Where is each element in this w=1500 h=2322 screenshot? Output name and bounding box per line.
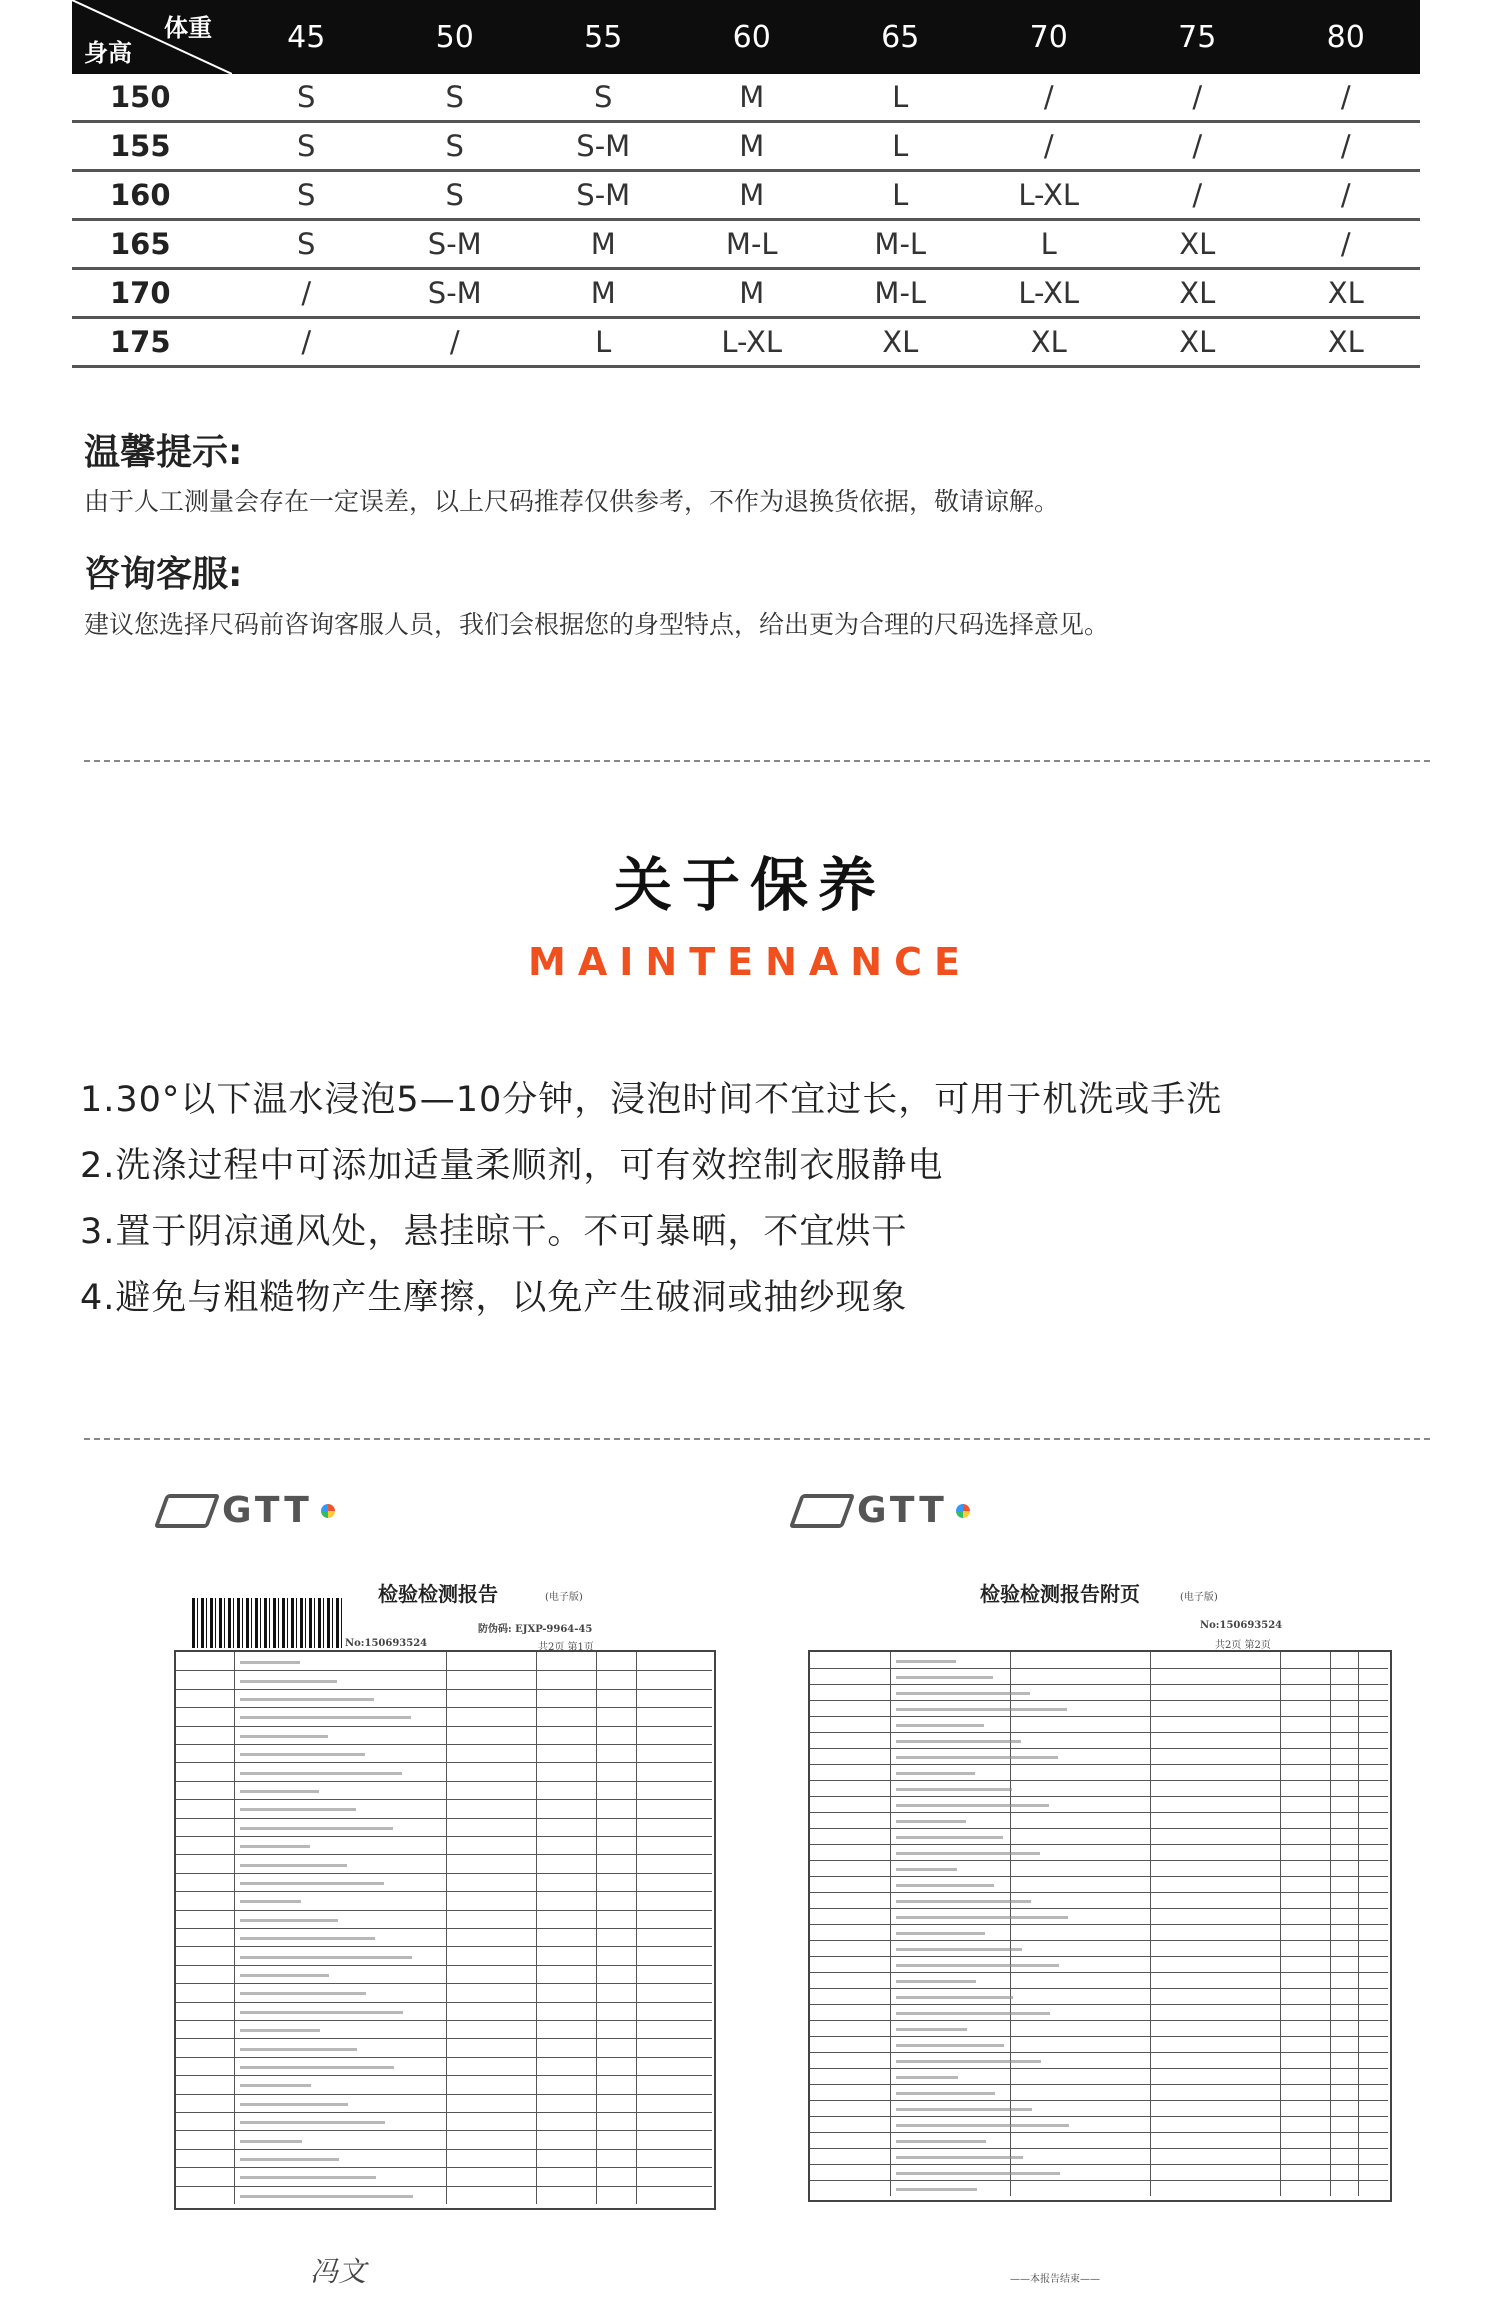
report-text-placeholder: [896, 1996, 1013, 1999]
size-cell: /: [1123, 171, 1272, 220]
size-cell: L: [975, 220, 1124, 269]
size-table-row: [72, 318, 1420, 367]
report-text-placeholder: [896, 2124, 1069, 2127]
report-grid-line: [810, 1796, 1388, 1797]
report-text-placeholder: [240, 1698, 374, 1701]
report-text-placeholder: [896, 1820, 966, 1823]
size-cell: M: [678, 74, 827, 122]
size-cell: /: [1123, 74, 1272, 122]
weight-header: 45: [232, 0, 381, 74]
size-cell: L-XL: [975, 171, 1124, 220]
report-grid-line: [446, 1652, 447, 2204]
report-text-placeholder: [896, 2012, 1050, 2015]
report-grid-line: [810, 1908, 1388, 1909]
size-table-row: [72, 220, 1420, 269]
report-text-placeholder: [240, 1845, 310, 1848]
weight-label: 体重: [164, 14, 212, 42]
report-text-placeholder: [896, 1852, 1040, 1855]
report-text-placeholder: [240, 1753, 365, 1756]
report-grid-line: [176, 1928, 712, 1929]
logo-text: GTT: [222, 1490, 313, 1531]
size-cell: L: [529, 318, 678, 367]
report-text-placeholder: [240, 2195, 413, 2198]
report-text-placeholder: [896, 1788, 1012, 1791]
size-cell: M: [678, 122, 827, 171]
report-number: No:150693524: [1200, 1620, 1283, 1631]
report-grid-line: [810, 1972, 1388, 1973]
size-cell: S-M: [381, 269, 530, 318]
report-text-placeholder: [896, 2028, 967, 2031]
report-text-placeholder: [240, 2084, 311, 2087]
report-grid-line: [810, 1764, 1388, 1765]
report-grid-line: [810, 2180, 1388, 2181]
height-cell: 150: [72, 74, 232, 122]
report-text-placeholder: [240, 2066, 394, 2069]
size-cell: XL: [975, 318, 1124, 367]
care-item: 4.避免与粗糙物产生摩擦，以免产生破洞或抽纱现象: [80, 1278, 908, 1318]
report-grid-line: [176, 1836, 712, 1837]
report-text-placeholder: [896, 2092, 995, 2095]
report-text-placeholder: [896, 1964, 1059, 1967]
report-grid-line: [176, 2075, 712, 2076]
report-grid-line: [810, 2100, 1388, 2101]
report-grid-line: [810, 2020, 1388, 2021]
size-chart-table: [72, 0, 1420, 368]
size-cell: XL: [1272, 269, 1421, 318]
size-cell: S-M: [529, 122, 678, 171]
size-cell: /: [381, 318, 530, 367]
weight-header: 75: [1123, 0, 1272, 74]
report-page: 共2页 第1页: [538, 1642, 594, 1653]
size-cell: M-L: [826, 269, 975, 318]
report-grid-line: [176, 1762, 712, 1763]
height-cell: 175: [72, 318, 232, 367]
size-cell: /: [1272, 220, 1421, 269]
size-cell: /: [975, 122, 1124, 171]
report-text-placeholder: [896, 1692, 1030, 1695]
size-cell: M-L: [826, 220, 975, 269]
report-grid-line: [810, 1748, 1388, 1749]
report-signature: 冯文: [310, 2255, 367, 2288]
report-grid-line: [810, 2068, 1388, 2069]
size-cell: L: [826, 74, 975, 122]
size-cell: S-M: [529, 171, 678, 220]
report-text-placeholder: [240, 1827, 393, 1830]
report-text-placeholder: [896, 1740, 1021, 1743]
gtt-logo-right: [795, 1490, 970, 1531]
report-text-placeholder: [896, 1916, 1068, 1919]
report-text-placeholder: [896, 1980, 976, 1983]
report-text-placeholder: [896, 1804, 1049, 1807]
report-text-placeholder: [240, 1772, 402, 1775]
care-title: 关于保养: [613, 851, 886, 919]
report-text-placeholder: [896, 1708, 1067, 1711]
report-grid-line: [536, 1652, 537, 2204]
report-grid-line: [176, 1946, 712, 1947]
report-page: 共2页 第2页: [1215, 1640, 1271, 1651]
report-grid-line: [176, 1965, 712, 1966]
report-text-placeholder: [896, 2076, 958, 2079]
report-grid-line: [1358, 1652, 1359, 2196]
report-edition: (电子版): [545, 1592, 583, 1603]
report-number: No:150693524: [345, 1638, 428, 1649]
report-grid-line: [810, 2116, 1388, 2117]
size-cell: S: [232, 220, 381, 269]
section-divider: [84, 1438, 1430, 1440]
weight-header: 80: [1272, 0, 1421, 74]
report-text-placeholder: [240, 1680, 337, 1683]
report-grid-line: [234, 1652, 235, 2204]
report-grid-line: [810, 2052, 1388, 2053]
report-text-placeholder: [896, 1660, 956, 1663]
report-grid-line: [810, 1940, 1388, 1941]
size-cell: L: [826, 171, 975, 220]
weight-header: 50: [381, 0, 530, 74]
report-grid-line: [176, 1707, 712, 1708]
size-cell: /: [1272, 74, 1421, 122]
service-text: 建议您选择尺码前咨询客服人员，我们会根据您的身型特点，给出更为合理的尺码选择意见。: [84, 610, 1110, 639]
report-grid-line: [810, 1988, 1388, 1989]
size-cell: /: [1123, 122, 1272, 171]
report-grid-line: [176, 2167, 712, 2168]
report-text-placeholder: [240, 1790, 319, 1793]
size-cell: M: [529, 220, 678, 269]
gtt-logo-icon: [789, 1494, 855, 1528]
report-text-placeholder: [240, 2011, 403, 2014]
report-grid-line: [810, 2036, 1388, 2037]
warm-tip-title: 温馨提示:: [84, 432, 243, 473]
report-text-placeholder: [240, 1864, 347, 1867]
size-table-corner: [72, 0, 232, 74]
care-item: 3.置于阴凉通风处，悬挂晾干。不可暴晒，不宜烘干: [80, 1212, 908, 1252]
report-text-placeholder: [240, 1974, 329, 1977]
report-text-placeholder: [896, 2044, 1004, 2047]
report-grid-line: [176, 2094, 712, 2095]
weight-header: 70: [975, 0, 1124, 74]
report-grid-line: [810, 1924, 1388, 1925]
report-text-placeholder: [896, 1948, 1022, 1951]
report-grid-line: [810, 2132, 1388, 2133]
size-cell: S: [232, 122, 381, 171]
report-grid-line: [176, 1689, 712, 1690]
report-grid-line: [176, 2020, 712, 2021]
logo-text: GTT: [857, 1490, 948, 1531]
report-grid-line: [810, 2004, 1388, 2005]
size-cell: XL: [1123, 220, 1272, 269]
report-grid-line: [636, 1652, 637, 2204]
report-text-placeholder: [896, 1724, 984, 1727]
report-text-placeholder: [240, 2140, 302, 2143]
report-text-placeholder: [240, 1808, 356, 1811]
report-text-placeholder: [240, 1716, 411, 1719]
weight-header: 60: [678, 0, 827, 74]
size-table-row: [72, 171, 1420, 220]
report-title: 检验检测报告附页: [980, 1582, 1140, 1606]
care-item: 1.30°以下温水浸泡5—10分钟，浸泡时间不宜过长，可用于机洗或手洗: [80, 1080, 1223, 1120]
report-grid-line: [176, 2057, 712, 2058]
size-cell: S-M: [381, 220, 530, 269]
size-cell: /: [232, 318, 381, 367]
report-grid-line: [810, 1844, 1388, 1845]
report-grid-line: [890, 1652, 891, 2196]
report-grid-line: [810, 2084, 1388, 2085]
size-cell: M: [678, 269, 827, 318]
report-text-placeholder: [240, 1937, 375, 1940]
report-text-placeholder: [896, 1676, 993, 1679]
report-grid-line: [176, 1983, 712, 1984]
report-text-placeholder: [240, 1661, 300, 1664]
height-cell: 165: [72, 220, 232, 269]
report-grid-line: [176, 1799, 712, 1800]
report-text-placeholder: [896, 2060, 1041, 2063]
report-text-placeholder: [240, 1992, 366, 1995]
size-cell: S: [381, 122, 530, 171]
report-text-placeholder: [240, 1735, 328, 1738]
size-cell: L-XL: [678, 318, 827, 367]
report-grid-line: [176, 1744, 712, 1745]
report-grid-line: [810, 1828, 1388, 1829]
report-text-placeholder: [240, 2121, 385, 2124]
report-grid-line: [176, 1670, 712, 1671]
size-cell: XL: [826, 318, 975, 367]
report-grid-line: [176, 1781, 712, 1782]
report-edition: (电子版): [1180, 1592, 1218, 1603]
report-grid-line: [810, 1812, 1388, 1813]
report-grid-line: [176, 1910, 712, 1911]
report-grid-line: [810, 2148, 1388, 2149]
report-code: 防伪码: EJXP-9964-45: [478, 1624, 593, 1635]
size-cell: XL: [1123, 269, 1272, 318]
report-grid-line: [176, 2186, 712, 2187]
report-grid-line: [810, 1956, 1388, 1957]
size-cell: /: [1272, 122, 1421, 171]
size-cell: /: [1272, 171, 1421, 220]
size-cell: M-L: [678, 220, 827, 269]
report-text-placeholder: [896, 1868, 957, 1871]
size-cell: /: [975, 74, 1124, 122]
report-grid-line: [810, 1892, 1388, 1893]
report-text-placeholder: [896, 2172, 1060, 2175]
size-cell: L-XL: [975, 269, 1124, 318]
report-end: ——本报告结束——: [1010, 2274, 1100, 2285]
report-grid-line: [810, 2164, 1388, 2165]
report-text-placeholder: [240, 2029, 320, 2032]
report-grid-line: [1280, 1652, 1281, 2196]
report-grid-line: [810, 1668, 1388, 1669]
report-text-placeholder: [896, 1932, 985, 1935]
report-grid-line: [176, 2002, 712, 2003]
size-cell: XL: [1272, 318, 1421, 367]
section-divider: [84, 760, 1430, 762]
report-text-placeholder: [896, 1900, 1031, 1903]
size-table-header: [72, 0, 1420, 74]
report-text-placeholder: [896, 1756, 1058, 1759]
report-grid-line: [176, 2149, 712, 2150]
report-text-placeholder: [240, 2176, 376, 2179]
gtt-logo-left: [160, 1490, 335, 1531]
report-text-placeholder: [240, 2048, 357, 2051]
report-grid-line: [810, 1684, 1388, 1685]
report-grid-line: [176, 2112, 712, 2113]
report-grid-line: [596, 1652, 597, 2204]
barcode-icon: [192, 1598, 342, 1648]
logo-color-dot-icon: [321, 1504, 335, 1518]
report-grid-line: [176, 1854, 712, 1855]
size-cell: S: [529, 74, 678, 122]
report-text-placeholder: [896, 2156, 1023, 2159]
size-cell: M: [529, 269, 678, 318]
report-grid-line: [176, 1873, 712, 1874]
size-cell: S: [381, 74, 530, 122]
report-grid-line: [1150, 1652, 1151, 2196]
report-grid-line: [810, 1780, 1388, 1781]
size-cell: S: [381, 171, 530, 220]
report-grid-line: [1010, 1652, 1011, 2196]
report-text-placeholder: [240, 1882, 384, 1885]
report-grid-line: [176, 2130, 712, 2131]
height-cell: 160: [72, 171, 232, 220]
report-grid-line: [1330, 1652, 1331, 2196]
report-text-placeholder: [896, 2140, 986, 2143]
height-cell: 170: [72, 269, 232, 318]
height-label: 身高: [84, 39, 132, 67]
report-grid-line: [810, 1716, 1388, 1717]
service-title: 咨询客服:: [84, 554, 243, 595]
report-grid-line: [810, 1876, 1388, 1877]
size-table-row: [72, 269, 1420, 318]
report-text-placeholder: [896, 1836, 1003, 1839]
size-table-row: [72, 74, 1420, 122]
report-grid-line: [810, 1732, 1388, 1733]
report-text-placeholder: [240, 1900, 301, 1903]
report-grid-line: [176, 1891, 712, 1892]
size-cell: /: [232, 269, 381, 318]
report-text-placeholder: [896, 1884, 994, 1887]
report-title: 检验检测报告: [378, 1582, 498, 1606]
report-grid-line: [810, 1700, 1388, 1701]
size-table-row: [72, 122, 1420, 171]
report-text-placeholder: [896, 2108, 1032, 2111]
size-cell: L: [826, 122, 975, 171]
care-item: 2.洗涤过程中可添加适量柔顺剂，可有效控制衣服静电: [80, 1146, 944, 1186]
report-text-placeholder: [240, 1919, 338, 1922]
report-grid-line: [176, 1726, 712, 1727]
weight-header: 65: [826, 0, 975, 74]
report-grid-line: [810, 1860, 1388, 1861]
care-subtitle: MAINTENANCE: [528, 940, 972, 984]
report-grid-line: [176, 2038, 712, 2039]
report-text-placeholder: [240, 1956, 412, 1959]
size-cell: S: [232, 74, 381, 122]
size-cell: S: [232, 171, 381, 220]
report-text-placeholder: [896, 1772, 975, 1775]
warm-tip-text: 由于人工测量会存在一定误差，以上尺码推荐仅供参考，不作为退换货依据，敬请谅解。: [84, 487, 1060, 516]
size-cell: M: [678, 171, 827, 220]
height-cell: 155: [72, 122, 232, 171]
report-text-placeholder: [240, 2103, 348, 2106]
logo-color-dot-icon: [956, 1504, 970, 1518]
size-cell: XL: [1123, 318, 1272, 367]
report-text-placeholder: [240, 2158, 339, 2161]
weight-header: 55: [529, 0, 678, 74]
report-grid-line: [176, 1818, 712, 1819]
report-text-placeholder: [896, 2188, 977, 2191]
gtt-logo-icon: [154, 1494, 220, 1528]
